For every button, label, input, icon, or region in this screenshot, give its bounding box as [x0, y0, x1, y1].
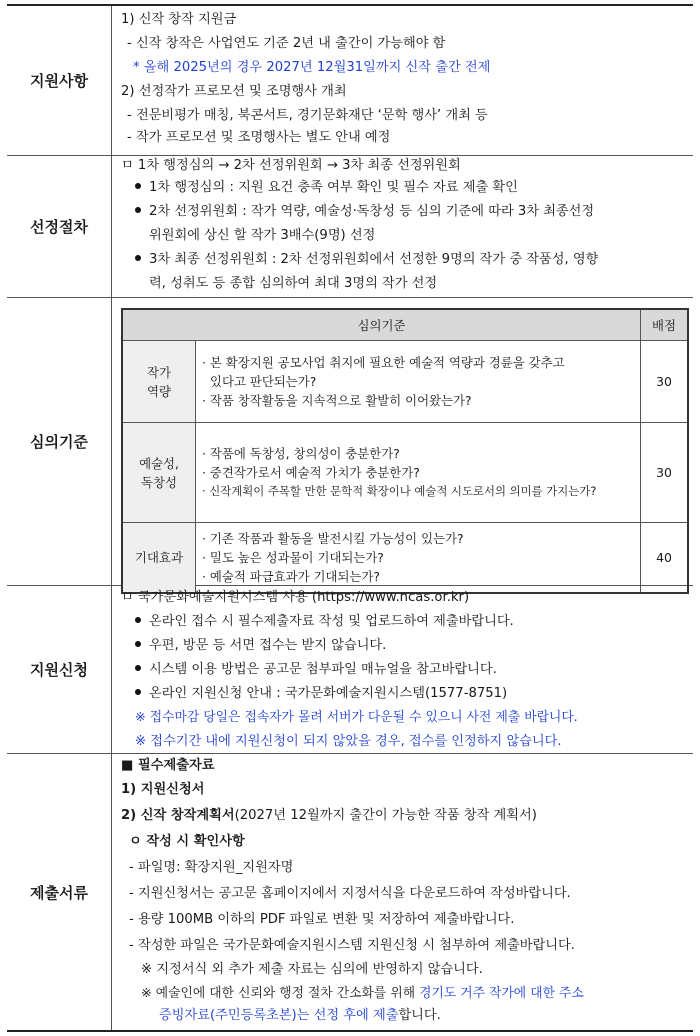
row-application: [7, 586, 693, 754]
application-content: [119, 586, 687, 753]
documents-content: [119, 754, 687, 1030]
documents-check: - 작성한 파일은 국가문화예술지원시스템 지원신청 시 첨부하여 제출바랍니다.: [129, 938, 575, 953]
support-line: - 전문비평가 매칭, 북콘서트, 경기문화재단 ‘문학 행사’ 개최 등: [127, 108, 488, 123]
application-header: ㅁ 국가문화예술지원시스템 사용 (https://www.ncas.or.kr): [121, 590, 470, 605]
application-note: ※ 접수기간 내에 지원신청이 되지 않았을 경우, 접수를 인정하지 않습니다.: [135, 734, 562, 749]
row-documents: [7, 754, 693, 1030]
bullet-icon: [135, 207, 141, 213]
documents-heading: ■ 필수제출자료: [121, 758, 215, 773]
row-label-application: 지원신청: [7, 586, 112, 753]
documents-note-cont: 증빙자료(주민등록초본)는 선정 후에 제출합니다.: [159, 1008, 441, 1023]
criteria-row: [122, 423, 688, 523]
criteria-row: [122, 523, 688, 593]
documents-check: - 용량 100MB 이하의 PDF 파일로 변환 및 저장하여 제출바랍니다.: [129, 912, 515, 927]
guideline-table: [7, 4, 693, 1032]
support-content: [119, 6, 687, 155]
bullet-icon: [135, 617, 141, 623]
selection-item-cont: 력, 성취도 등 종합 심의하여 최대 3명의 작가 선정: [149, 276, 438, 291]
documents-note: ※ 예술인에 대한 신뢰와 행정 절차 간소화를 위해 경기도 거주 작가에 대한 주소: [141, 986, 584, 1001]
documents-check-heading: ㅇ 작성 시 확인사항: [129, 834, 245, 849]
row-label-criteria: 심의기준: [7, 298, 112, 585]
row-label-support: 지원사항: [7, 6, 112, 155]
support-line: 2) 선정작가 프로모션 및 조명행사 개최: [121, 84, 347, 99]
criteria-category: 예술성, 독창성: [122, 423, 196, 523]
support-note: * 올해 2025년의 경우 2027년 12월31일까지 신작 출간 전제: [133, 60, 491, 75]
bullet-icon: [135, 183, 141, 189]
bullet-icon: [135, 665, 141, 671]
row-label-documents: 제출서류: [7, 754, 112, 1030]
criteria-row: [122, 341, 688, 423]
selection-header: ㅁ 1차 행정심의 → 2차 선정위원회 → 3차 최종 선정위원회: [121, 158, 461, 173]
criteria-content: [119, 298, 687, 585]
criteria-description: · 작품에 독창성, 창의성이 충분한가? · 중견작가로서 예술적 가치가 충분한가? · 신작계획이 주목할 만한 문학적 확장이나 예술적 시도로서의 의미를 가지는가?: [196, 423, 641, 523]
support-line: - 신작 창작은 사업연도 기준 2년 내 출간이 가능해야 함: [127, 36, 446, 51]
documents-item: 2) 신작 창작계획서(2027년 12월까지 출간이 가능한 작품 창작 계획서): [121, 808, 537, 823]
criteria-description: · 기존 작품과 활동을 발전시킬 가능성이 있는가? · 밀도 높은 성과물이 기대되는가? · 예술적 파급효과가 기대되는가?: [196, 523, 641, 593]
selection-item: 2차 선정위원회 : 작가 역량, 예술성·독창성 등 심의 기준에 따라 3차 최종선정: [135, 202, 594, 222]
support-line: 1) 신작 창작 지원금: [121, 12, 237, 27]
row-selection: [7, 156, 693, 298]
bullet-icon: [135, 641, 141, 647]
row-support: [7, 6, 693, 156]
application-note: ※ 접수마감 당일은 접속자가 몰려 서버가 다운될 수 있으니 사전 제출 바랍니다.: [135, 710, 578, 725]
bullet-icon: [135, 689, 141, 695]
criteria-category: 작가 역량: [122, 341, 196, 423]
criteria-description: · 본 확장지원 공모사업 취지에 필요한 예술적 역량과 경륜을 갖추고 있다고 판단되는가? · 작품 창작활동을 지속적으로 활발히 이어왔는가?: [196, 341, 641, 423]
documents-item: 1) 지원신청서: [121, 782, 205, 797]
criteria-category: 기대효과: [122, 523, 196, 593]
selection-content: [119, 156, 687, 297]
documents-check: - 지원신청서는 공고문 홈페이지에서 지정서식을 다운로드하여 작성바랍니다.: [129, 886, 571, 901]
application-item: 온라인 지원신청 안내 : 국가문화예술지원시스템(1577-8751): [135, 684, 507, 704]
application-item: 우편, 방문 등 서면 접수는 받지 않습니다.: [135, 636, 386, 656]
documents-note: ※ 지정서식 외 추가 제출 자료는 심의에 반영하지 않습니다.: [141, 962, 483, 977]
application-item: 시스템 이용 방법은 공고문 첨부파일 매뉴얼을 참고바랍니다.: [135, 660, 497, 680]
support-line: - 작가 프로모션 및 조명행사는 별도 안내 예정: [127, 130, 391, 145]
score-header: 배점: [641, 309, 689, 341]
documents-check: - 파일명: 확장지원_지원자명: [129, 860, 294, 875]
application-item: 온라인 접수 시 필수제출자료 작성 및 업로드하여 제출바랍니다.: [135, 612, 514, 632]
criteria-score: 30: [641, 423, 689, 523]
selection-item: 1차 행정심의 : 지원 요건 충족 여부 확인 및 필수 자료 제출 확인: [135, 178, 518, 198]
criteria-score: 30: [641, 341, 689, 423]
bullet-icon: [135, 255, 141, 261]
criteria-score: 40: [641, 523, 689, 593]
selection-item: 3차 최종 선정위원회 : 2차 선정위원회에서 선정한 9명의 작가 중 작품성, 영향: [135, 250, 598, 270]
criteria-table: [121, 308, 689, 594]
selection-item-cont: 위원회에 상신 할 작가 3배수(9명) 선정: [149, 228, 376, 243]
row-criteria: [7, 298, 693, 586]
criteria-header: 심의기준: [122, 309, 641, 341]
row-label-selection: 선정절차: [7, 156, 112, 297]
